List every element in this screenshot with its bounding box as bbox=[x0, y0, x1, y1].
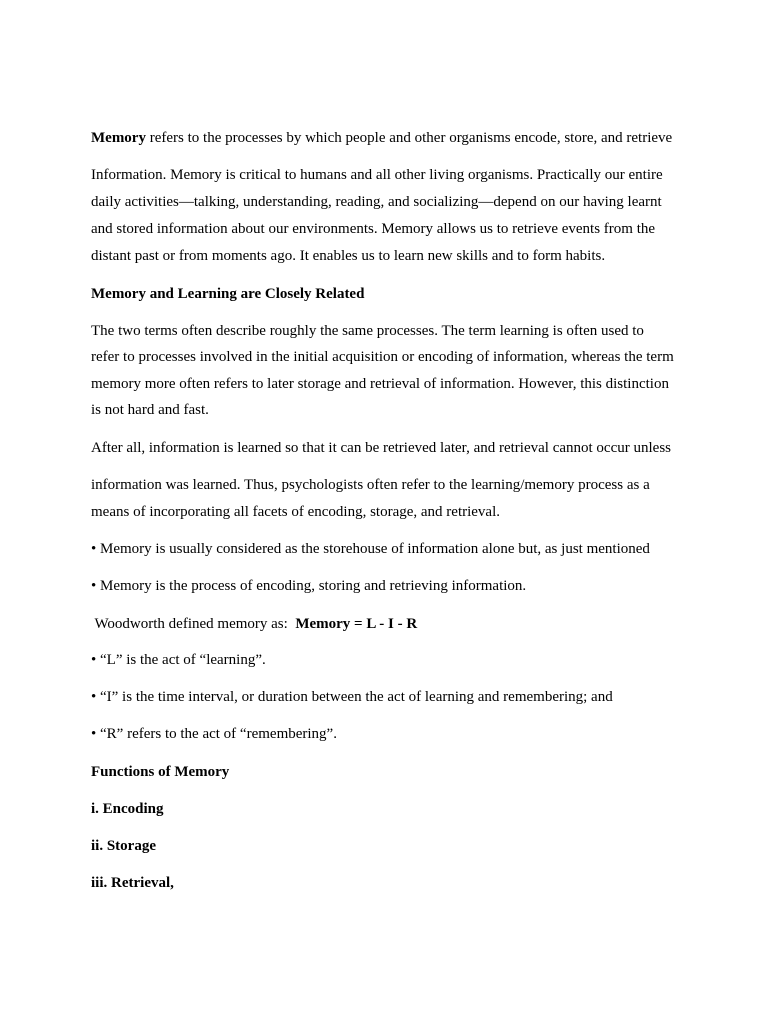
intro-line-1 bbox=[91, 129, 672, 147]
para3-line-1: After all, information is learned so that it can be retrieved later, and retrieval cannot occur unless bbox=[91, 440, 671, 456]
para2-line-1: The two terms often describe roughly the same processes. The term learning is often used to bbox=[91, 323, 644, 339]
intro-line-3: daily activities—talking, understanding, reading, and socializing—depend on our having learnt bbox=[91, 194, 662, 210]
bullet-i: • “I” is the time interval, or duration between the act of learning and remembering; and bbox=[91, 689, 613, 705]
heading-functions: Functions of Memory bbox=[91, 764, 230, 780]
function-encoding: i. Encoding bbox=[91, 801, 164, 817]
intro-line-5: distant past or from moments ago. It enables us to learn new skills and to form habits. bbox=[91, 248, 606, 264]
memory-formula: Memory = L - I - R bbox=[295, 616, 418, 632]
function-retrieval: iii. Retrieval, bbox=[91, 875, 174, 891]
woodworth-text: Woodworth defined memory as: bbox=[91, 616, 296, 632]
heading-memory-learning: Memory and Learning are Closely Related bbox=[91, 286, 365, 302]
function-storage: ii. Storage bbox=[91, 838, 156, 854]
bullet-storehouse: • Memory is usually considered as the storehouse of information alone but, as just mentioned bbox=[91, 541, 650, 557]
intro-line-4: and stored information about our environments. Memory allows us to retrieve events from the bbox=[91, 221, 656, 237]
bullet-process: • Memory is the process of encoding, storing and retrieving information. bbox=[91, 578, 527, 594]
para2-line-3: memory more often refers to later storage and retrieval of information. However, this distinction bbox=[91, 376, 669, 392]
intro-line-1-text: refers to the processes by which people and other organisms encode, store, and retrieve bbox=[145, 130, 673, 146]
woodworth-definition bbox=[91, 615, 417, 633]
bullet-r: • “R” refers to the act of “remembering”. bbox=[91, 726, 337, 742]
para2-line-4: is not hard and fast. bbox=[91, 402, 209, 418]
intro-line-2: Information. Memory is critical to humans and all other living organisms. Practically our entire bbox=[91, 167, 663, 183]
intro-lead-term: Memory bbox=[91, 130, 146, 146]
para3-line-2: information was learned. Thus, psychologists often refer to the learning/memory process as a bbox=[91, 477, 650, 493]
para2-line-2: refer to processes involved in the initial acquisition or encoding of information, whereas the term bbox=[91, 349, 674, 365]
para3-line-3: means of incorporating all facets of encoding, storage, and retrieval. bbox=[91, 504, 501, 520]
bullet-l: • “L” is the act of “learning”. bbox=[91, 652, 266, 668]
